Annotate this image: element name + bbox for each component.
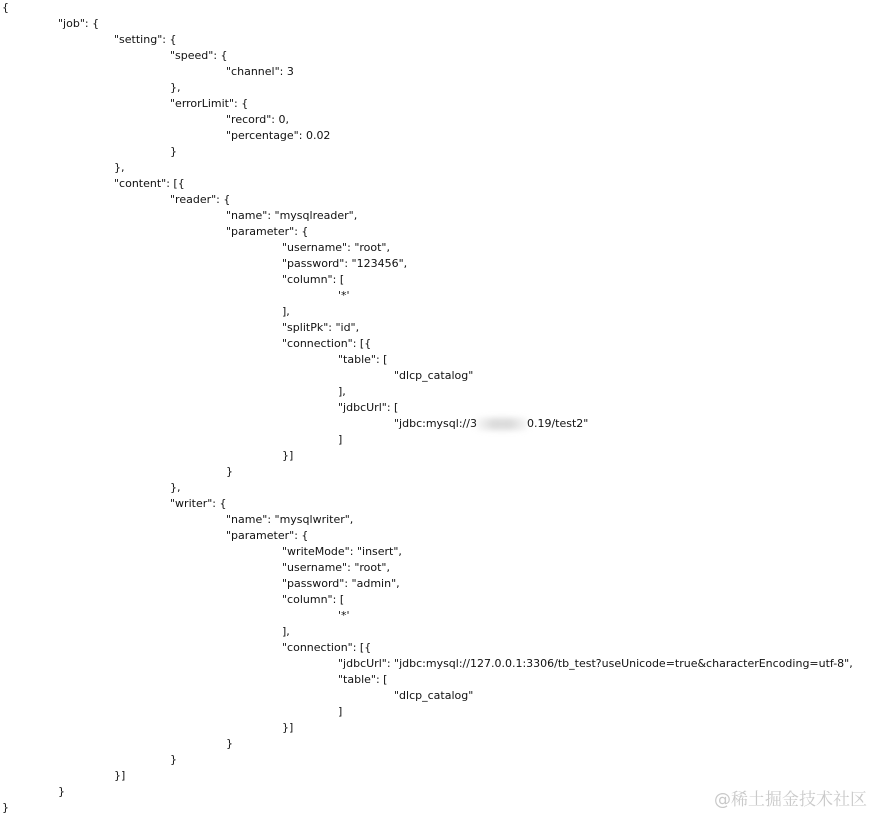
code-line (282, 720, 293, 736)
code-line (170, 80, 181, 96)
code-text: } (226, 465, 233, 478)
code-text: "record": 0, (226, 113, 289, 126)
code-text: "parameter": { (226, 529, 309, 542)
code-text: "writeMode": "insert", (282, 545, 402, 558)
code-line (114, 176, 185, 192)
code-line (282, 544, 402, 560)
code-line (394, 416, 588, 432)
code-text: ], (282, 305, 290, 318)
code-text: "jdbcUrl": "jdbc:mysql://127.0.0.1:3306/tb_test?useUnicode=true&characterEncoding=utf-8", (338, 657, 853, 670)
code-line (226, 512, 353, 528)
code-line (226, 128, 330, 144)
code-line (338, 400, 398, 416)
code-line (2, 0, 9, 16)
code-text: '*' (338, 609, 350, 622)
code-line (282, 272, 344, 288)
code-text: "connection": [{ (282, 337, 372, 350)
code-text: ], (282, 625, 290, 638)
code-text: { (2, 1, 9, 14)
code-text: "column": [ (282, 593, 345, 606)
code-text: } (170, 145, 177, 158)
code-line (282, 448, 293, 464)
code-line (226, 528, 308, 544)
code-text: "errorLimit": { (170, 97, 249, 110)
code-line (338, 352, 387, 368)
code-text: "table": [ (338, 673, 388, 686)
code-text: }] (114, 769, 126, 782)
code-text: "table": [ (338, 353, 388, 366)
code-text: ] (338, 433, 343, 446)
watermark-text: @稀土掘金技术社区 (714, 790, 867, 810)
code-line (282, 560, 390, 576)
code-line (338, 672, 387, 688)
code-line (338, 288, 350, 304)
code-line (394, 368, 473, 384)
code-text: "name": "mysqlreader", (226, 209, 358, 222)
code-text: "username": "root", (282, 561, 390, 574)
code-text: }] (282, 721, 294, 734)
code-line (114, 768, 125, 784)
code-text: }, (114, 161, 125, 174)
code-line (282, 576, 400, 592)
code-line (226, 64, 294, 80)
code-line (282, 336, 371, 352)
code-line (338, 608, 350, 624)
code-line (170, 48, 228, 64)
code-line (282, 240, 390, 256)
code-text: ] (338, 705, 343, 718)
code-line (170, 752, 177, 768)
code-text: "percentage": 0.02 (226, 129, 331, 142)
code-text: "dlcp_catalog" (394, 689, 474, 702)
code-line (114, 32, 176, 48)
code-text: "splitPk": "id", (282, 321, 360, 334)
code-text: "password": "admin", (282, 577, 400, 590)
code-line (170, 496, 227, 512)
code-text: } (170, 753, 177, 766)
code-text: "dlcp_catalog" (394, 369, 474, 382)
code-text: "jdbc:mysql://3 (394, 417, 477, 430)
code-line (338, 384, 346, 400)
code-line (394, 688, 473, 704)
code-text: } (226, 737, 233, 750)
code-line (282, 304, 290, 320)
code-line (282, 624, 290, 640)
code-line (170, 192, 230, 208)
code-line (226, 112, 289, 128)
code-text: "content": [{ (114, 177, 185, 190)
code-line (282, 256, 407, 272)
code-text: "connection": [{ (282, 641, 372, 654)
code-line (226, 736, 233, 752)
code-text: } (58, 785, 65, 798)
code-text: "speed": { (170, 49, 228, 62)
code-line (282, 320, 359, 336)
code-line (114, 160, 125, 176)
code-line (338, 656, 853, 672)
code-text: ], (338, 385, 346, 398)
code-line (58, 16, 99, 32)
code-text: }, (170, 481, 181, 494)
code-line (170, 144, 177, 160)
code-text: "password": "123456", (282, 257, 408, 270)
code-line (226, 464, 233, 480)
code-text: }] (282, 449, 294, 462)
code-text: "name": "mysqlwriter", (226, 513, 354, 526)
code-text: } (2, 801, 9, 814)
code-line (2, 800, 9, 816)
code-text: "writer": { (170, 497, 227, 510)
code-line (338, 704, 342, 720)
code-text: "username": "root", (282, 241, 390, 254)
code-line (282, 640, 371, 656)
code-text-after-blur: 0.19/test2" (526, 417, 589, 430)
code-text: "job": { (58, 17, 100, 30)
code-line (170, 480, 181, 496)
code-text: "parameter": { (226, 225, 309, 238)
code-line (226, 224, 308, 240)
code-text: "reader": { (170, 193, 231, 206)
code-text: "channel": 3 (226, 65, 294, 78)
code-line (170, 96, 248, 112)
code-line (58, 784, 65, 800)
code-line (338, 432, 342, 448)
code-line (226, 208, 357, 224)
code-text: '*' (338, 289, 350, 302)
code-text: "jdbcUrl": [ (338, 401, 399, 414)
code-text: "setting": { (114, 33, 177, 46)
redacted-ip-blur (477, 418, 527, 430)
code-text: }, (170, 81, 181, 94)
code-text: "column": [ (282, 273, 345, 286)
code-line (282, 592, 344, 608)
